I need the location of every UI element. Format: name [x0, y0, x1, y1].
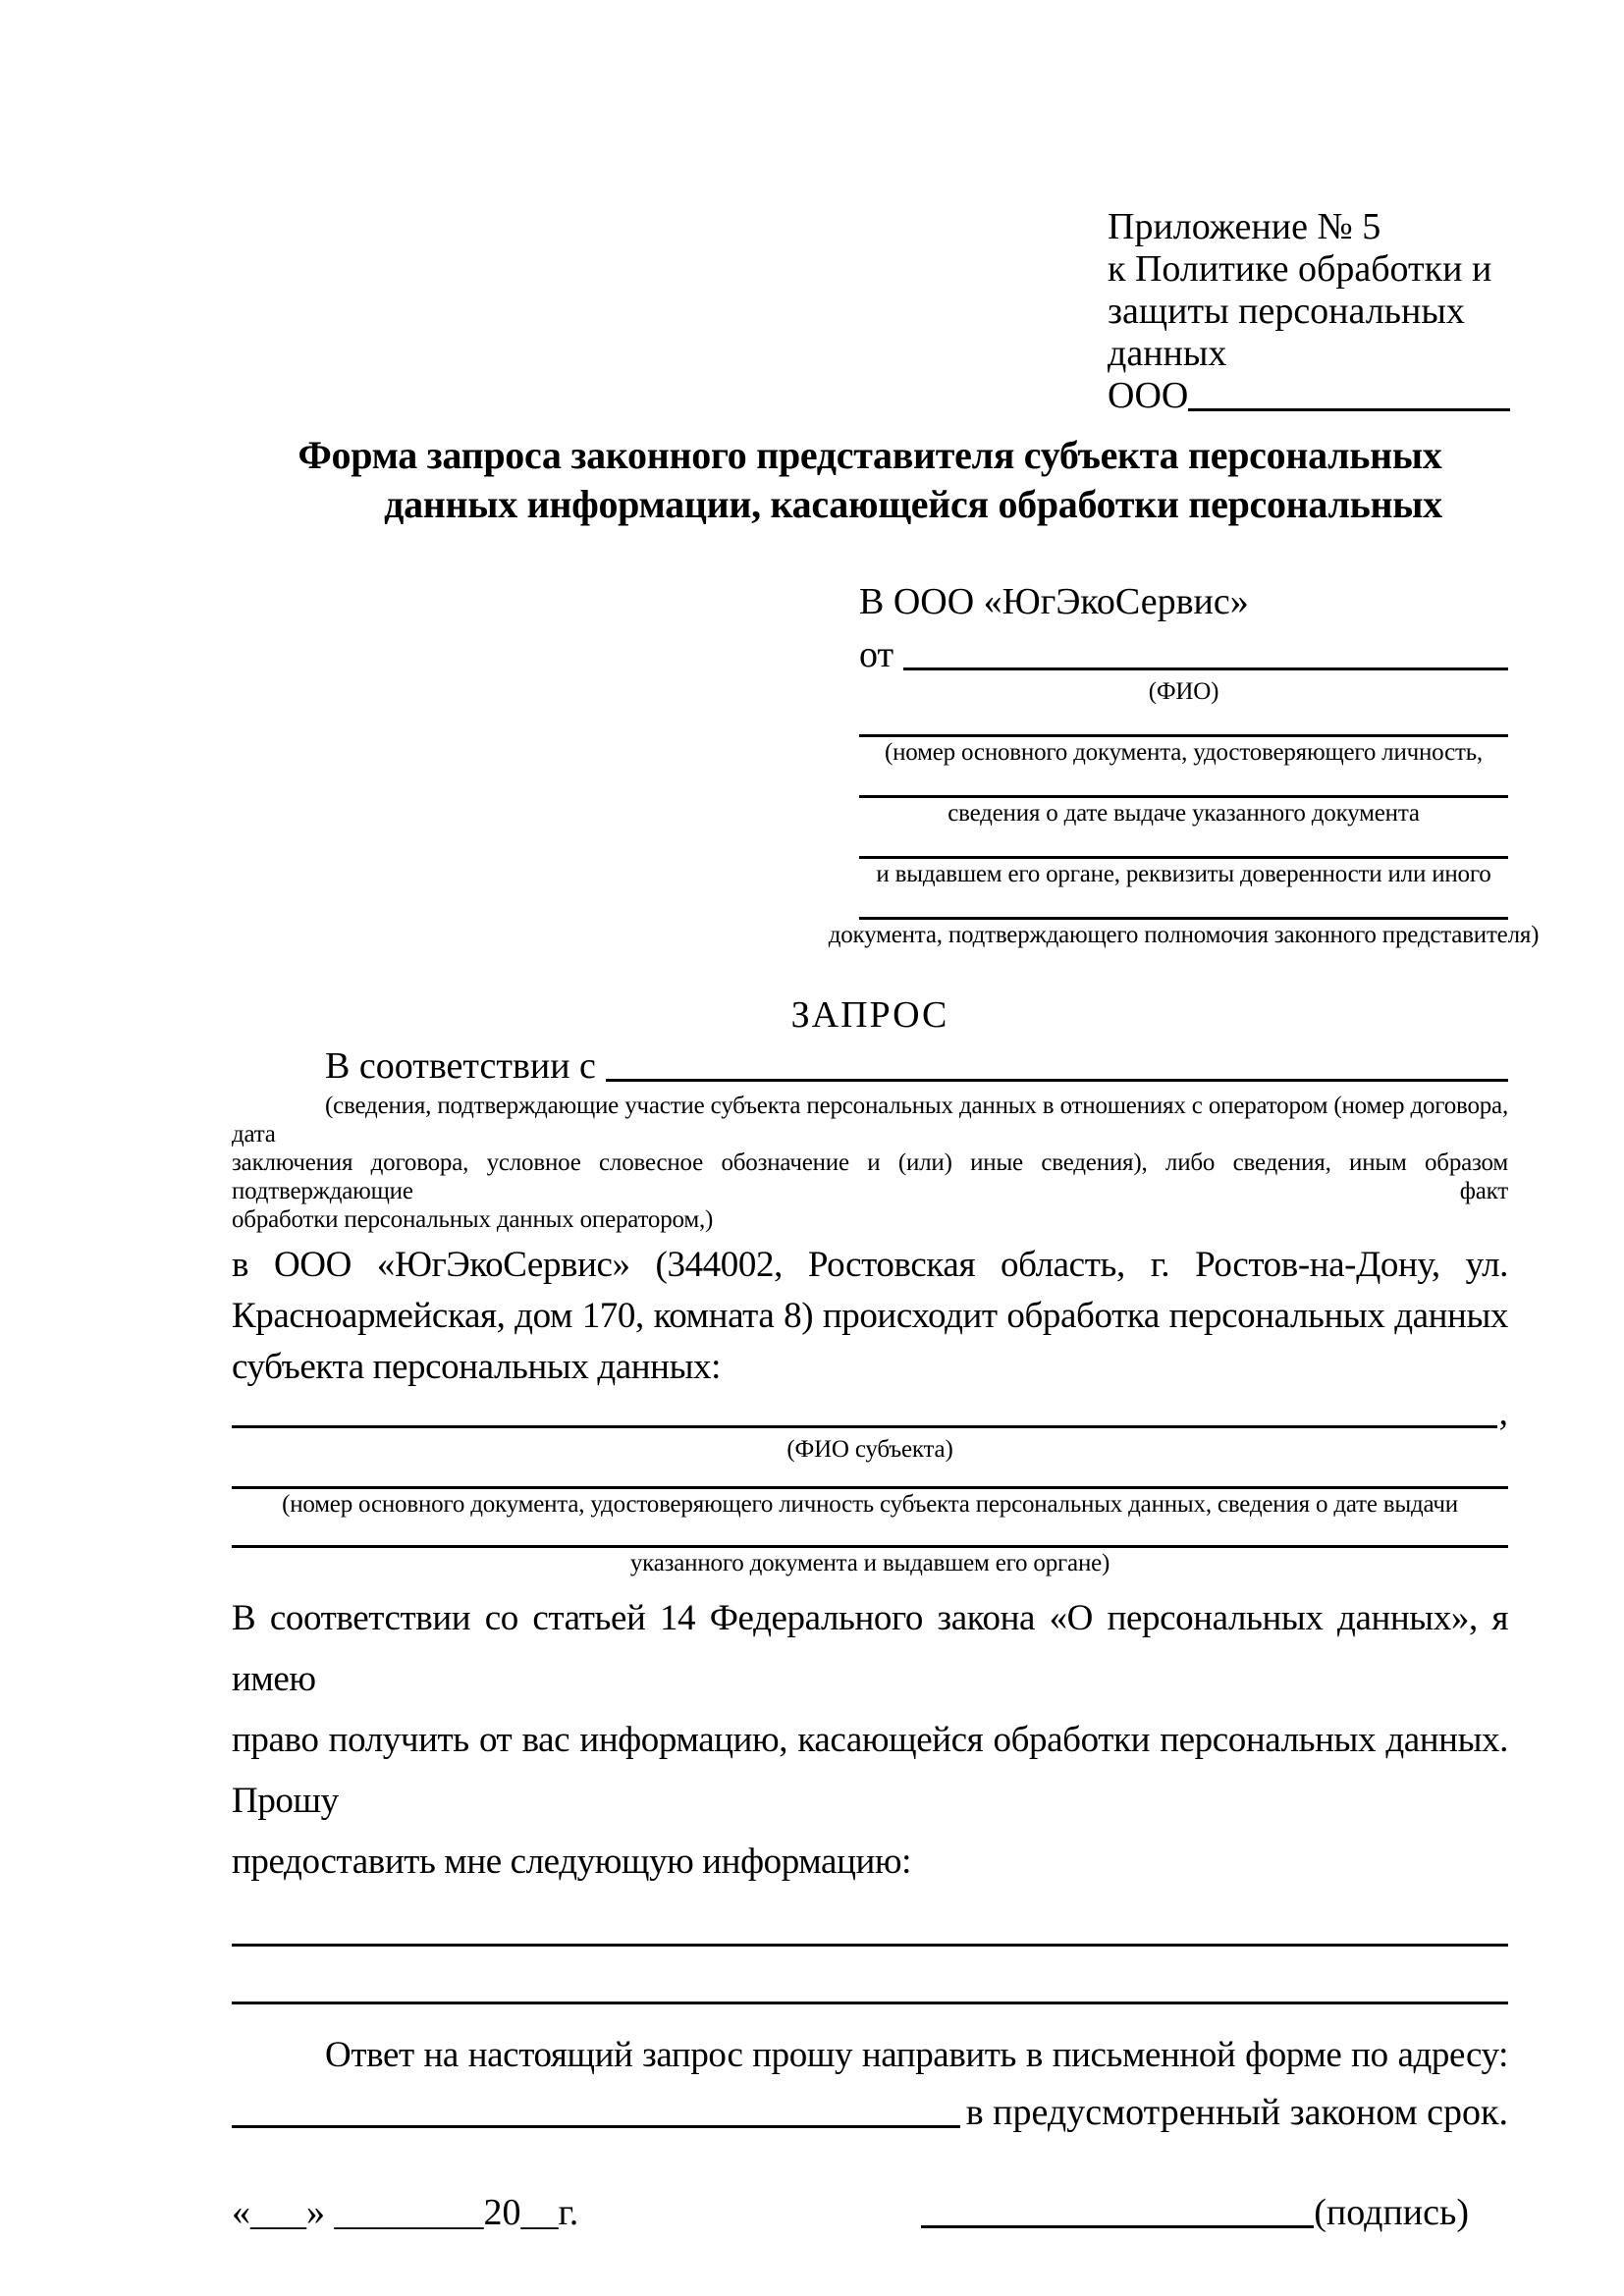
- addressee-to: В ООО «ЮгЭкоСервис»: [859, 581, 1249, 622]
- law-paragraph-line-1: В соответствии со статьей 14 Федерального закона «О персональных данных», я имею: [232, 1598, 1508, 1699]
- signature-caption: (подпись): [1314, 2192, 1469, 2233]
- doc-caption-2-text: сведения о дате выдаче указанного документа: [947, 800, 1420, 827]
- doc-caption-4: [828, 922, 1540, 948]
- request-heading: ЗАПРОС: [790, 994, 949, 1036]
- intro-caption-line-3: обработки персональных данных оператором,): [232, 1206, 714, 1233]
- appendix-note-line-1: Приложение № 5: [1108, 206, 1381, 247]
- appendix-note-line-2: к Политике обработки и: [1108, 248, 1492, 290]
- from-label: от: [859, 634, 894, 675]
- intro-label: В соответствии с: [325, 1045, 596, 1087]
- intro-blank-line: [606, 1079, 1508, 1082]
- subject-caption-2: [232, 1491, 1508, 1518]
- subject-caption-2-text: (номер основного документа, удостоверяющего личность субъекта персональных данных, сведения о дате выдачи: [282, 1491, 1458, 1518]
- blank-field-line: [859, 917, 1508, 920]
- subject-caption-1: [232, 1436, 1508, 1463]
- subject-caption-1-text: (ФИО субъекта): [786, 1436, 953, 1463]
- operator-paragraph-line-3: субъекта персональных данных:: [232, 1347, 722, 1387]
- blank-field-line: [232, 1486, 1508, 1489]
- from-blank-line: [903, 667, 1508, 670]
- operator-paragraph: [232, 1240, 1508, 1393]
- doc-caption-3-text: и выдавшем его органе, реквизиты доверенности или иного: [876, 861, 1491, 887]
- answer-paragraph: Ответ на настоящий запрос прошу направить в письменной форме по адресу:: [325, 2035, 1508, 2075]
- blank-field-line: [859, 856, 1508, 859]
- answer-address-row: [232, 2091, 1508, 2134]
- law-paragraph: [232, 1588, 1508, 1893]
- intro-row: [232, 1044, 1508, 1088]
- answer-suffix: в предусмотренный законом срок.: [965, 2092, 1508, 2133]
- operator-paragraph-line-2: Красноармейская, дом 170, комната 8) происходит обработка персональных данных: [232, 1296, 1508, 1336]
- addressee-block: [828, 580, 1540, 948]
- blank-field-line: [859, 734, 1508, 737]
- blank-field-line: [232, 1545, 1508, 1548]
- appendix-note: [1108, 206, 1510, 417]
- intro-caption: [232, 1092, 1508, 1234]
- title-line-1: Форма запроса законного представителя субъекта персональных: [298, 433, 1442, 477]
- intro-caption-line-2: заключения договора, условное словесное обозначение и (или) иные сведения), либо сведения, иным образом подтверждающие факт: [232, 1149, 1508, 1204]
- blank-field-line: [859, 795, 1508, 798]
- subject-name-row: [232, 1392, 1508, 1434]
- law-paragraph-line-3: предоставить мне следующую информацию:: [232, 1842, 911, 1882]
- blank-field-line: [232, 2002, 1508, 2004]
- subject-name-blank-line: [232, 1425, 1497, 1428]
- intro-caption-line-1: (сведения, подтверждающие участие субъекта персональных данных в отношениях с оператором (номер договора, дата: [232, 1093, 1508, 1148]
- answer-address-blank-line: [232, 2125, 960, 2128]
- title-line-2: данных информации, касающейся обработки персональных: [384, 482, 1442, 526]
- ooo-blank-line: [1188, 408, 1510, 411]
- doc-caption-3: [859, 861, 1508, 887]
- document-title: [232, 431, 1508, 529]
- subject-name-comma: ,: [1498, 1392, 1508, 1433]
- appendix-note-line-3: защиты персональных данных: [1108, 291, 1465, 374]
- signature-blank-line: [921, 2225, 1314, 2228]
- doc-caption-1: [859, 739, 1508, 766]
- doc-caption-4-text: документа, подтверждающего полномочия законного представителя): [828, 922, 1540, 948]
- appendix-ooo-row: [1108, 375, 1510, 417]
- fio-caption: [859, 678, 1508, 705]
- doc-caption-1-text: (номер основного документа, удостоверяющего личность,: [885, 739, 1483, 766]
- signature-group: [921, 2191, 1469, 2234]
- date-line: «___» ________20__г.: [232, 2192, 579, 2233]
- subject-caption-3: [232, 1550, 1508, 1576]
- blank-field-line: [232, 1944, 1508, 1947]
- footer-row: [232, 2191, 1508, 2234]
- doc-caption-2: [859, 800, 1508, 827]
- operator-paragraph-line-1: в ООО «ЮгЭкоСервис» (344002, Ростовская область, г. Ростов-на-Дону, ул.: [232, 1245, 1508, 1285]
- fio-caption-text: (ФИО): [1148, 678, 1219, 705]
- law-paragraph-line-2: право получить от вас информацию, касающейся обработки персональных данных. Прошу: [232, 1720, 1508, 1821]
- subject-caption-3-text: указанного документа и выдавшем его органе): [629, 1550, 1110, 1576]
- ooo-label: ООО: [1108, 375, 1189, 416]
- from-row: [859, 633, 1508, 676]
